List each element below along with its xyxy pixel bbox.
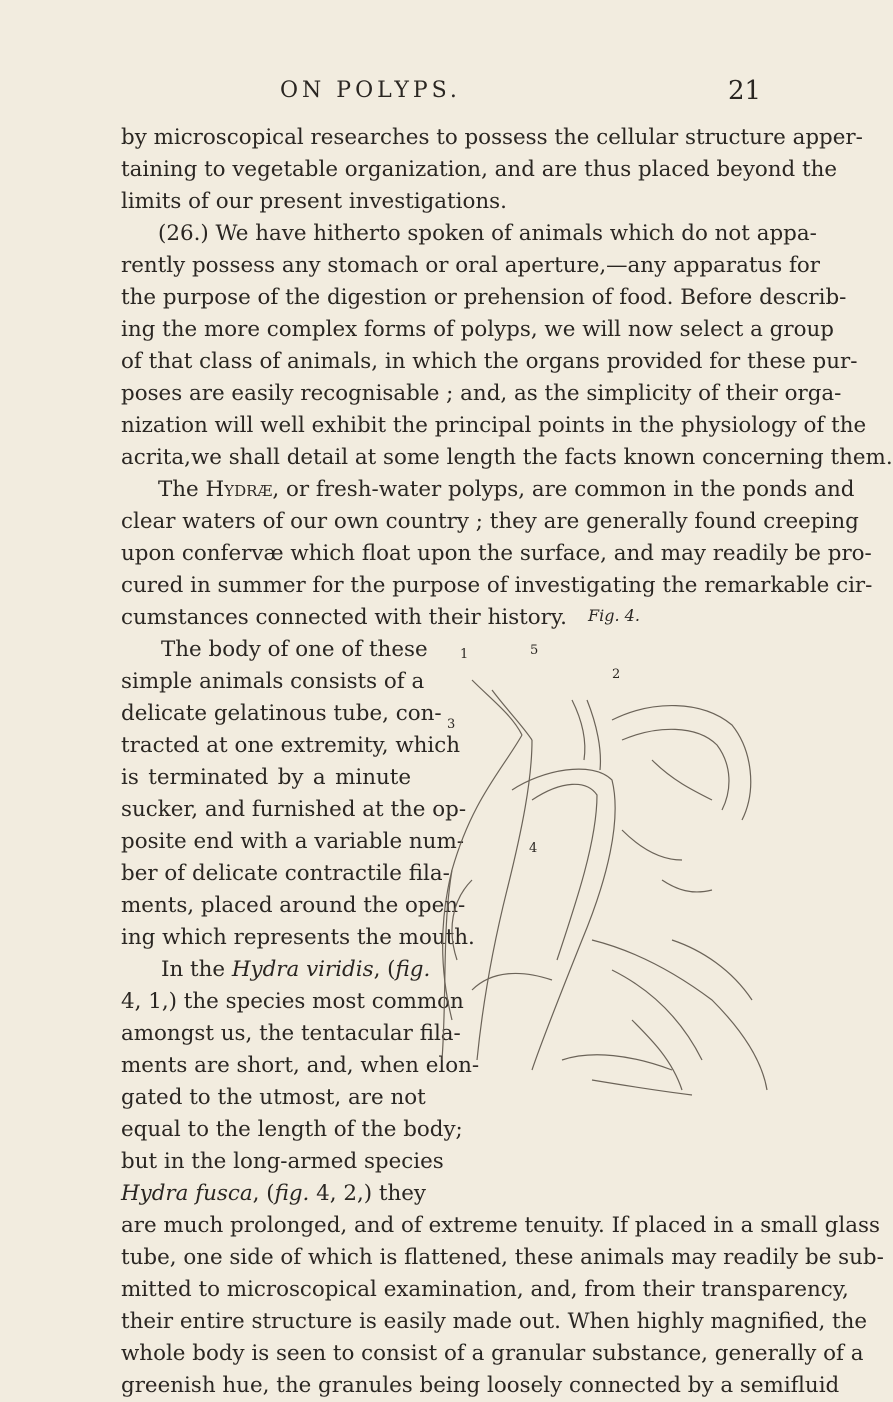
species-name: Hydra fusca (121, 1181, 253, 1206)
text-line: equal to the length of the body; (121, 1117, 463, 1142)
figure-label: 3 (447, 717, 456, 732)
text-line: cumstances connected with their history. (121, 605, 567, 630)
text-line: by microscopical researches to possess the cellular structure apper- (121, 125, 863, 150)
text-line: rently possess any stomach or oral aperture,—any apparatus for (121, 253, 821, 278)
text-line: nization will well exhibit the principal points in the physiology of the (121, 413, 867, 438)
text-line: is terminated by a minute (121, 765, 411, 790)
text-line: greenish hue, the granules being loosely connected by a semifluid (121, 1373, 840, 1398)
text-line: delicate gelatinous tube, con- (121, 701, 442, 726)
text-line: cured in summer for the purpose of investigating the remarkable cir- (121, 573, 873, 598)
text-line: simple animals consists of a (121, 669, 425, 694)
text-line: tube, one side of which is flattened, these animals may readily be sub- (121, 1245, 884, 1270)
page-number: 21 (728, 76, 762, 106)
text-line: clear waters of our own country ; they are generally found creeping (121, 509, 859, 534)
figure-label: 4 (529, 841, 538, 856)
text-line: of that class of animals, in which the organs provided for these pur- (121, 349, 858, 374)
text-line: whole body is seen to consist of a granular substance, generally of a (121, 1341, 864, 1366)
text-line: posite end with a variable num- (121, 829, 464, 854)
text-line: but in the long-armed species (121, 1149, 444, 1174)
text-line: poses are easily recognisable ; and, as the simplicity of their orga- (121, 381, 842, 406)
text-line: The body of one of these (161, 637, 428, 662)
text-line: their entire structure is easily made out. When highly magnified, the (121, 1309, 868, 1334)
text-line: 4, 1,) the species most common (121, 989, 464, 1014)
text-line: limits of our present investigations. (121, 189, 507, 214)
text-line: ments are short, and, when elon- (121, 1053, 480, 1078)
figure-caption: Fig. 4. (588, 606, 640, 625)
text-line: sucker, and furnished at the op- (121, 797, 467, 822)
hydra-name: Hydræ (205, 477, 273, 502)
text-line: Hydra fusca, (fig. 4, 2,) they (121, 1181, 427, 1206)
text-line: taining to vegetable organization, and are thus placed beyond the (121, 157, 838, 182)
hydra-illustration (412, 640, 784, 1200)
text-line: gated to the utmost, are not (121, 1085, 426, 1110)
species-name: Hydra viridis (231, 957, 374, 982)
figure-label: 1 (460, 647, 469, 662)
page-header (0, 78, 800, 118)
text-line: the purpose of the digestion or prehension of food. Before describ- (121, 285, 847, 310)
figure-label: 2 (612, 667, 621, 682)
text-line: ber of delicate contractile fila- (121, 861, 450, 886)
text-line: ing which represents the mouth. (121, 925, 475, 950)
text-line: are much prolonged, and of extreme tenuity. If placed in a small glass (121, 1213, 880, 1238)
text-line: In the Hydra viridis, (fig. (161, 957, 431, 982)
text-line: amongst us, the tentacular fila- (121, 1021, 461, 1046)
text-line: ments, placed around the open- (121, 893, 466, 918)
figure-label: 5 (530, 643, 539, 658)
running-title: ON POLYPS. (280, 78, 461, 103)
text-line: ing the more complex forms of polyps, we will now select a group (121, 317, 834, 342)
text-line: upon confervæ which float upon the surface, and may readily be pro- (121, 541, 872, 566)
text-line: (26.) We have hitherto spoken of animals which do not appa- (158, 221, 817, 246)
text-line: The Hydræ, or fresh-water polyps, are common in the ponds and (158, 477, 855, 502)
text-line: tracted at one extremity, which (121, 733, 461, 758)
text-line: mitted to microscopical examination, and, from their transparency, (121, 1277, 849, 1302)
text-line: acrita,we shall detail at some length the facts known concerning them. (121, 445, 893, 470)
